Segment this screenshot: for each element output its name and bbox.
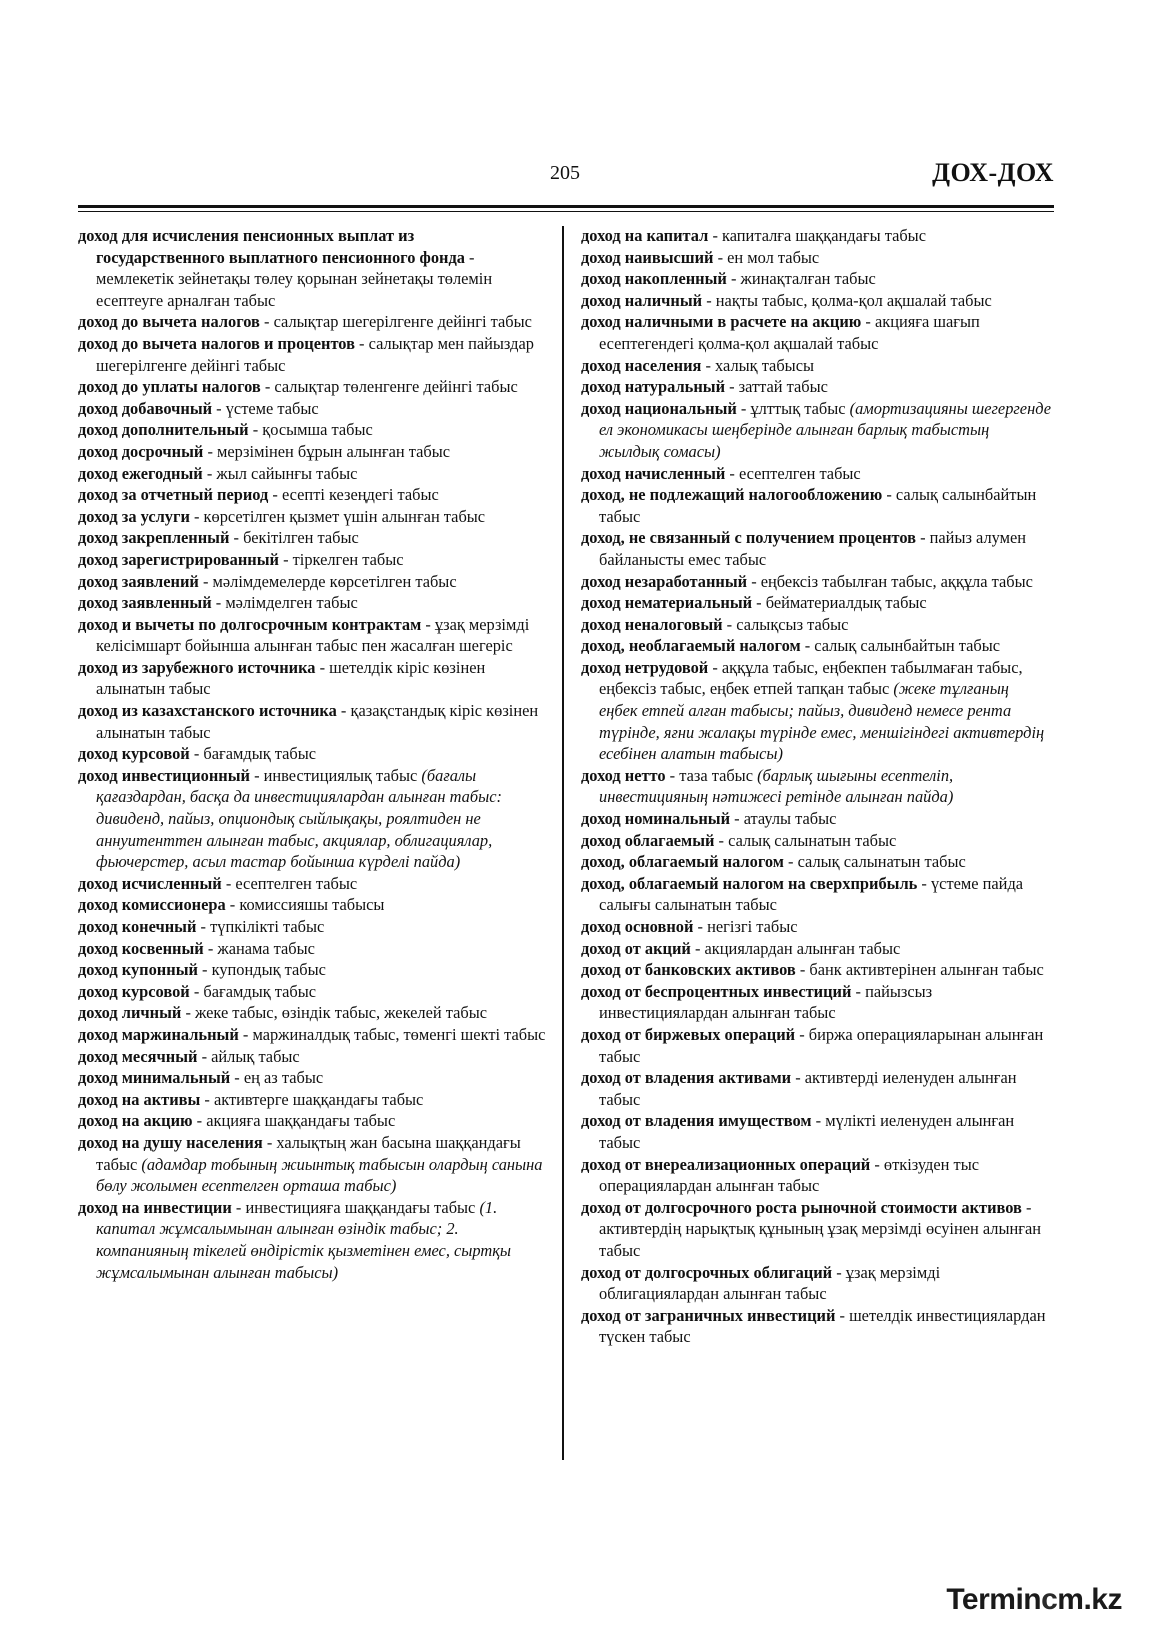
dictionary-entry: доход от внереализационных операций - өткізуден тыс операциялардан алынған табыс [581, 1154, 979, 1196]
dictionary-entry: доход до уплаты налогов - салықтар төленгенге дейінгі табыс [78, 377, 518, 397]
entry-term: доход от внереализационных операций [581, 1154, 871, 1174]
dictionary-entry: доход из зарубежного источника - шетелдік кіріс көзінен алынатын табыс [78, 657, 486, 699]
entry-definition: капиталға шаққандағы табыс [722, 226, 926, 245]
dictionary-entry: доход от владения активами - активтерді иеленуден алынған табыс [581, 1068, 1017, 1109]
entry-definition: үстеме пайда салығы салынатын табыс [599, 873, 1024, 915]
entry-term: доход от банковских активов [581, 960, 796, 980]
dictionary-entry: доход курсовой - бағамдық табыс [78, 744, 317, 764]
entry-term: доход накопленный [581, 269, 727, 289]
entry-definition: мәлімдемелерде көрсетілген табыс [212, 571, 457, 591]
dictionary-entry: доход закрепленный - бекітілген табыс [78, 528, 359, 548]
dictionary-entry: доход за услуги - көрсетілген қызмет үшін алынған табыс [78, 506, 486, 526]
dictionary-entry: доход заявленный - мәлімделген табыс [78, 593, 358, 613]
entry-definition: салық салынатын табыс [797, 852, 966, 872]
entry-definition: салық салынатын табыс [728, 830, 897, 850]
dictionary-entry: доход нематериальный - бейматериалдық табыс [581, 593, 927, 613]
dictionary-entry: доход на акцию - акцияға шаққандағы табыс [78, 1111, 396, 1131]
dictionary-entry: доход личный - жеке табыс, өзіндік табыс, жекелей табыс [78, 1003, 487, 1023]
entry-definition: бекітілген табыс [243, 528, 359, 548]
entry-term: доход курсовой [78, 981, 190, 1001]
entry-term: доход за услуги [78, 506, 190, 526]
dictionary-entry: доход месячный - айлық табыс [78, 1046, 300, 1066]
dictionary-entry: доход маржинальный - маржиналдық табыс, төменгі шекті табыс [78, 1024, 546, 1044]
dictionary-entry: доход косвенный - жанама табыс [78, 938, 315, 958]
entry-term: доход из казахстанского источника [78, 701, 337, 721]
entry-definition: купондық табыс [211, 960, 326, 980]
entry-definition: акцияға шағып есептегендегі қолма-қол ақшалай табыс [599, 312, 980, 353]
dictionary-entry: доход инвестиционный - инвестициялық табыс (бағалы қағаздардан, басқа да инвестициялардан алынған табыс: дивиденд, пайыз, опциондық сыйлықақы, роялтиден не аннуитенттен алынған табыс, акциялар, облигациялар, фьючерстер, асыл тастар бойынша күрделі пайда) [78, 765, 502, 872]
entry-term: доход купонный [78, 960, 198, 980]
dictionary-entry: доход облагаемый - салық салынатын табыс [581, 830, 897, 850]
entry-note: (1. капитал жұмсалымынан алынған өзіндік табыс; 2. компанияның тікелей өндірістік қызметінен емес, сыртқы жұмсалымынан алынған табысы) [96, 1197, 511, 1282]
entry-term: доход основной [581, 917, 694, 936]
entry-term: доход на душу населения [78, 1132, 263, 1152]
entry-definition: таза табыс [679, 765, 753, 785]
entry-definition: жинақталған табыс [740, 269, 876, 289]
entry-definition: активтерді иеленуден алынған табыс [599, 1068, 1017, 1109]
running-head: ДОХ-ДОХ [932, 158, 1054, 187]
entry-term: доход от владения имуществом [581, 1111, 812, 1131]
entry-term: доход до вычета налогов [78, 312, 260, 332]
dictionary-entry: доход добавочный - үстеме табыс [78, 398, 319, 418]
entry-definition: мүлікті иеленуден алынған табыс [599, 1111, 1015, 1152]
entry-definition: ең аз табыс [243, 1068, 324, 1088]
entry-term: доход дополнительный [78, 420, 249, 440]
entry-definition: қазақстандық кіріс көзінен алынатын табыс [96, 701, 539, 742]
entry-note: (адамдар тобының жиынтық табысын олардың санына бөлу жолымен есептелген орташа табыс) [96, 1154, 543, 1196]
entry-term: доход наивысший [581, 247, 714, 267]
entry-definition: мемлекетік зейнетақы төлеу қорынан зейнетақы төлемін есептеуге арналған табыс [96, 269, 493, 310]
dictionary-entry: доход от долгосрочных облигаций - ұзақ мерзімді облигациялардан алынған табыс [581, 1262, 941, 1304]
entry-definition: пайызсыз инвестициялардан алынған табыс [599, 981, 933, 1023]
entry-term: доход нетто [581, 765, 666, 785]
entry-definition: айлық табыс [211, 1046, 300, 1066]
entry-definition: жеке табыс, өзіндік табыс, жекелей табыс [195, 1003, 487, 1023]
entry-definition: көрсетілген қызмет үшін алынған табыс [203, 506, 486, 526]
entry-definition: тіркелген табыс [292, 549, 404, 569]
watermark-text-a: Termin [946, 1583, 1042, 1616]
entry-term: доход от акций [581, 938, 691, 958]
dictionary-entry: доход от заграничных инвестиций - шетелдік инвестициялардан түскен табыс [581, 1305, 1046, 1347]
entry-definition: маржиналдық табыс, төменгі шекті табыс [252, 1024, 546, 1044]
dictionary-entry: доход наличными в расчете на акцию - акцияға шағып есептегендегі қолма-қол ақшалай табыс [581, 312, 980, 353]
entry-definition: шетелдік кіріс көзінен алынатын табыс [96, 657, 486, 699]
entry-term: доход конечный [78, 917, 197, 936]
entry-term: доход для исчисления пенсионных выплат из государственного выплатного пенсионного фонда [78, 226, 465, 267]
entry-term: доход на активы [78, 1089, 201, 1109]
entry-definition: бағамдық табыс [203, 981, 317, 1001]
entry-term: доход до уплаты налогов [78, 377, 261, 397]
entry-definition: бағамдық табыс [203, 744, 317, 764]
entry-term: доход от заграничных инвестиций [581, 1305, 836, 1325]
entry-term: доход до вычета налогов и процентов [78, 333, 355, 353]
entry-term: доход на инвестиции [78, 1197, 232, 1217]
entry-term: доход от беспроцентных инвестиций [581, 981, 852, 1001]
dictionary-entry: доход, не связанный с получением процентов - пайыз алумен байланысты емес табыс [581, 528, 1027, 569]
entry-term: доход, облагаемый налогом [581, 852, 784, 872]
dictionary-entry: доход, облагаемый налогом на сверхприбыль - үстеме пайда салығы салынатын табыс [581, 873, 1024, 915]
dictionary-entry: доход до вычета налогов - салықтар шегерілгенге дейінгі табыс [78, 312, 532, 332]
header-rule-thick [78, 205, 1054, 208]
entry-term: доход нетрудовой [581, 657, 709, 677]
dictionary-entry: доход от долгосрочного роста рыночной стоимости активов - активтердің нарықтық құнының ұзақ мерзімді өсуінен алынған табыс [581, 1197, 1042, 1260]
entry-term: доход курсовой [78, 744, 190, 764]
dictionary-entry: доход неналоговый - салықсыз табыс [581, 614, 849, 634]
entry-definition: комиссияшы табысы [239, 895, 385, 915]
entry-term: доход национальный [581, 398, 737, 418]
dictionary-entry: доход от акций - акциялардан алынған табыс [581, 938, 901, 958]
right-column [581, 225, 1051, 1348]
entry-definition: негізгі табыс [707, 917, 798, 936]
entry-definition: ұлттық табыс [750, 398, 846, 418]
entry-definition: үстеме табыс [225, 398, 319, 418]
entry-term: доход от биржевых операций [581, 1024, 796, 1044]
entry-term: доход и вычеты по долгосрочным контрактам [78, 614, 422, 634]
entry-term: доход от долгосрочных облигаций [581, 1262, 833, 1282]
entry-definition: салықтар шегерілгенге дейінгі табыс [273, 312, 532, 332]
entry-term: доход комиссионера [78, 895, 226, 915]
entry-term: доход на капитал [581, 226, 709, 245]
entry-term: доход населения [581, 355, 702, 375]
dictionary-entry: доход, не подлежащий налогообложению - салық салынбайтын табыс [581, 485, 1037, 526]
dictionary-entry: доход зарегистрированный - тіркелген табыс [78, 549, 404, 569]
entry-term: доход закрепленный [78, 528, 230, 548]
entry-definition: салықтар төленгенге дейінгі табыс [274, 377, 518, 397]
entry-term: доход исчисленный [78, 873, 222, 893]
dictionary-entry: доход от биржевых операций - биржа операцияларынан алынған табыс [581, 1024, 1044, 1066]
watermark-text-b: c [1041, 1583, 1058, 1616]
entry-definition: салықсыз табыс [736, 614, 849, 634]
dictionary-entry: доход минимальный - ең аз табыс [78, 1068, 324, 1088]
dictionary-entry: доход накопленный - жинақталған табыс [581, 269, 876, 289]
entry-term: доход зарегистрированный [78, 549, 279, 569]
entry-definition: салық салынбайтын табыс [814, 636, 1000, 656]
entry-term: доход досрочный [78, 441, 204, 461]
dictionary-entry: доход, необлагаемый налогом - салық салынбайтын табыс [581, 636, 1000, 656]
entry-definition: атаулы табыс [743, 809, 837, 829]
page-number: 205 [550, 162, 580, 184]
entry-term: доход натуральный [581, 377, 726, 397]
entry-definition: акцияға шаққандағы табыс [206, 1111, 396, 1131]
entry-term: доход ежегодный [78, 463, 203, 483]
dictionary-entry: доход ежегодный - жыл сайынғы табыс [78, 463, 358, 483]
entry-definition: активтердің нарықтық құнының ұзақ мерзімді өсуінен алынған табыс [599, 1219, 1042, 1260]
entry-term: доход добавочный [78, 398, 213, 418]
entry-definition: инвестицияға шаққандағы табыс [245, 1197, 476, 1217]
entry-term: доход начисленный [581, 463, 726, 483]
dictionary-entry: доход конечный - түпкілікті табыс [78, 917, 325, 936]
dictionary-entry: доход от банковских активов - банк активтерінен алынған табыс [581, 960, 1044, 980]
dictionary-entry: доход наличный - нақты табыс, қолма-қол ақшалай табыс [581, 290, 992, 310]
entry-term: доход на акцию [78, 1111, 193, 1131]
entry-term: доход облагаемый [581, 830, 715, 850]
dictionary-entry: доход исчисленный - есептелген табыс [78, 873, 358, 893]
watermark-text-c: m.kz [1057, 1583, 1122, 1616]
entry-definition: аққұла табыс, еңбекпен табылмаған табыс, еңбексіз табыс, еңбек етпей тапқан табыс [599, 657, 1023, 699]
entry-term: доход месячный [78, 1046, 198, 1066]
dictionary-entry: доход курсовой - бағамдық табыс [78, 981, 317, 1001]
entry-definition: инвестициялық табыс [263, 765, 418, 785]
entry-definition: есептелген табыс [738, 463, 861, 483]
dictionary-entry: доход комиссионера - комиссияшы табысы [78, 895, 385, 915]
dictionary-entry: доход купонный - купондық табыс [78, 960, 326, 980]
dictionary-entry: доход дополнительный - қосымша табыс [78, 420, 373, 440]
entry-definition: шетелдік инвестициялардан түскен табыс [599, 1305, 1046, 1347]
entry-definition: биржа операцияларынан алынған табыс [599, 1024, 1044, 1066]
entry-term: доход наличными в расчете на акцию [581, 312, 862, 332]
entry-term: доход заявлений [78, 571, 199, 591]
entry-term: доход заявленный [78, 593, 212, 613]
entry-definition: пайыз алумен байланысты емес табыс [599, 528, 1027, 569]
entry-term: доход наличный [581, 290, 703, 310]
dictionary-entry: доход основной - негізгі табыс [581, 917, 798, 936]
entry-term: доход незаработанный [581, 571, 748, 591]
dictionary-entry: доход и вычеты по долгосрочным контрактам - ұзақ мерзімді келісімшарт бойынша алынған табыс пен жасалған шегеріс [78, 614, 530, 656]
entry-term: доход, не подлежащий налогообложению [581, 485, 883, 505]
entry-term: доход личный [78, 1003, 182, 1023]
left-column [78, 225, 546, 1283]
entry-definition: еңбексіз табылған табыс, аққұла табыс [760, 571, 1033, 591]
entry-definition: ен мол табыс [727, 247, 820, 267]
entry-definition: есепті кезеңдегі табыс [281, 485, 439, 505]
dictionary-entry: доход до вычета налогов и процентов - салықтар мен пайыздар шегерілгенге дейінгі табыс [78, 333, 534, 375]
entry-term: доход за отчетный период [78, 485, 269, 505]
entry-definition: мәлімделген табыс [225, 593, 358, 613]
dictionary-entry: доход на душу населения - халықтың жан басына шаққандағы табыс (адамдар тобының жиынтық табысын олардың санына бөлу жолымен есептелген орташа табыс) [78, 1132, 543, 1196]
dictionary-entry: доход на инвестиции - инвестицияға шаққандағы табыс (1. капитал жұмсалымынан алынған өзіндік табыс; 2. компанияның тікелей өндірістік қызметінен емес, сыртқы жұмсалымынан алынған табысы) [78, 1197, 511, 1282]
entry-term: доход косвенный [78, 938, 204, 958]
entry-definition: халық табысы [715, 355, 814, 375]
entry-term: доход маржинальный [78, 1024, 239, 1044]
entry-term: доход от долгосрочного роста рыночной стоимости активов [581, 1197, 1022, 1217]
entry-definition: активтерге шаққандағы табыс [213, 1089, 424, 1109]
dictionary-entry: доход нетто - таза табыс (барлық шығыны есептеліп, инвестицияның нәтижесі ретінде алынған пайда) [581, 765, 954, 807]
dictionary-entry: доход нетрудовой - аққұла табыс, еңбекпен табылмаған табыс, еңбексіз табыс, еңбек етпей тапқан табыс (жеке тұлғаның еңбек етпей алған табысы; пайыз, дивиденд немесе рента түрінде, яғни жалақы түрінде емес, меншігіндегі активтердің есебінен алатын табысы) [581, 657, 1045, 764]
dictionary-entry: доход от владения имуществом - мүлікті иеленуден алынған табыс [581, 1111, 1015, 1152]
dictionary-entry: доход начисленный - есептелген табыс [581, 463, 861, 483]
entry-definition: есептелген табыс [235, 873, 358, 893]
dictionary-entry: доход на активы - активтерге шаққандағы табыс [78, 1089, 424, 1109]
dictionary-entry: доход, облагаемый налогом - салық салынатын табыс [581, 852, 966, 872]
dictionary-entry: доход за отчетный период - есепті кезеңдегі табыс [78, 485, 439, 505]
entry-definition: жанама табыс [217, 938, 315, 958]
entry-definition: халықтың жан басына шаққандағы табыс [96, 1132, 521, 1174]
entry-definition: түпкілікті табыс [210, 917, 325, 936]
entry-term: доход, не связанный с получением процентов [581, 528, 916, 548]
entry-note: (амортизацияны шегергенде ел экономикасы шеңберінде алынған барлық табыстың жылдық сомасы) [599, 398, 1051, 461]
entry-term: доход минимальный [78, 1068, 231, 1088]
entry-definition: өткізуден тыс операциялардан алынған табыс [599, 1154, 979, 1196]
entry-definition: бейматериалдық табыс [765, 593, 927, 613]
dictionary-entry: доход из казахстанского источника - қазақстандық кіріс көзінен алынатын табыс [78, 701, 539, 742]
entry-term: доход от владения активами [581, 1068, 792, 1088]
header-rule-thin [78, 211, 1054, 212]
dictionary-entry: доход заявлений - мәлімдемелерде көрсетілген табыс [78, 571, 457, 591]
dictionary-entry: доход населения - халық табысы [581, 355, 814, 375]
entry-definition: заттай табыс [738, 377, 828, 397]
column-divider [562, 226, 564, 1460]
entry-term: доход из зарубежного источника [78, 657, 316, 677]
entry-note: (бағалы қағаздардан, басқа да инвестициялардан алынған табыс: дивиденд, пайыз, опциондық сыйлықақы, роялтиден не аннуитенттен алынған табыс, акциялар, облигациялар, фьючерстер, асыл тастар бойынша күрделі пайда) [96, 765, 502, 872]
dictionary-entry: доход незаработанный - еңбексіз табылған табыс, аққұла табыс [581, 571, 1033, 591]
entry-definition: нақты табыс, қолма-қол ақшалай табыс [715, 290, 992, 310]
entry-definition: салықтар мен пайыздар шегерілгенге дейінгі табыс [96, 333, 534, 375]
entry-term: доход, облагаемый налогом на сверхприбыль [581, 873, 918, 893]
entry-definition: қосымша табыс [262, 420, 373, 440]
dictionary-entry: доход от беспроцентных инвестиций - пайызсыз инвестициялардан алынған табыс [581, 981, 933, 1023]
entry-term: доход инвестиционный [78, 765, 250, 785]
dictionary-entry: доход для исчисления пенсионных выплат из государственного выплатного пенсионного фонда - мемлекетік зейнетақы төлеу қорынан зейнетақы төлемін есептеуге арналған табыс [78, 226, 493, 310]
dictionary-entry: доход национальный - ұлттық табыс (амортизацияны шегергенде ел экономикасы шеңберінде алынған барлық табыстың жылдық сомасы) [581, 398, 1051, 461]
entry-term: доход, необлагаемый налогом [581, 636, 801, 656]
site-watermark [946, 1583, 1122, 1617]
entry-definition: мерзімінен бұрын алынған табыс [217, 441, 451, 461]
entry-definition: ұзақ мерзімді келісімшарт бойынша алынған табыс пен жасалған шегеріс [96, 614, 530, 656]
entry-definition: салық салынбайтын табыс [599, 485, 1037, 526]
entry-definition: ұзақ мерзімді облигациялардан алынған табыс [599, 1262, 941, 1304]
entry-definition: акциялардан алынған табыс [704, 938, 901, 958]
entry-definition: банк активтерінен алынған табыс [809, 960, 1044, 980]
dictionary-entry: доход досрочный - мерзімінен бұрын алынған табыс [78, 441, 451, 461]
entry-term: доход номинальный [581, 809, 731, 829]
entry-term: доход неналоговый [581, 614, 723, 634]
entry-term: доход нематериальный [581, 593, 753, 613]
entry-definition: жыл сайынғы табыс [216, 463, 358, 483]
entry-note: (жеке тұлғаның еңбек етпей алған табысы; пайыз, дивиденд немесе рента түрінде, яғни жалақы түрінде емес, меншігіндегі активтердің есебінен алатын табысы) [599, 679, 1045, 764]
entry-note: (барлық шығыны есептеліп, инвестицияның нәтижесі ретінде алынған пайда) [599, 765, 954, 807]
dictionary-entry: доход на капитал - капиталға шаққандағы табыс [581, 226, 926, 245]
dictionary-entry: доход натуральный - заттай табыс [581, 377, 828, 397]
dictionary-entry: доход номинальный - атаулы табыс [581, 809, 837, 829]
dictionary-entry: доход наивысший - ен мол табыс [581, 247, 820, 267]
